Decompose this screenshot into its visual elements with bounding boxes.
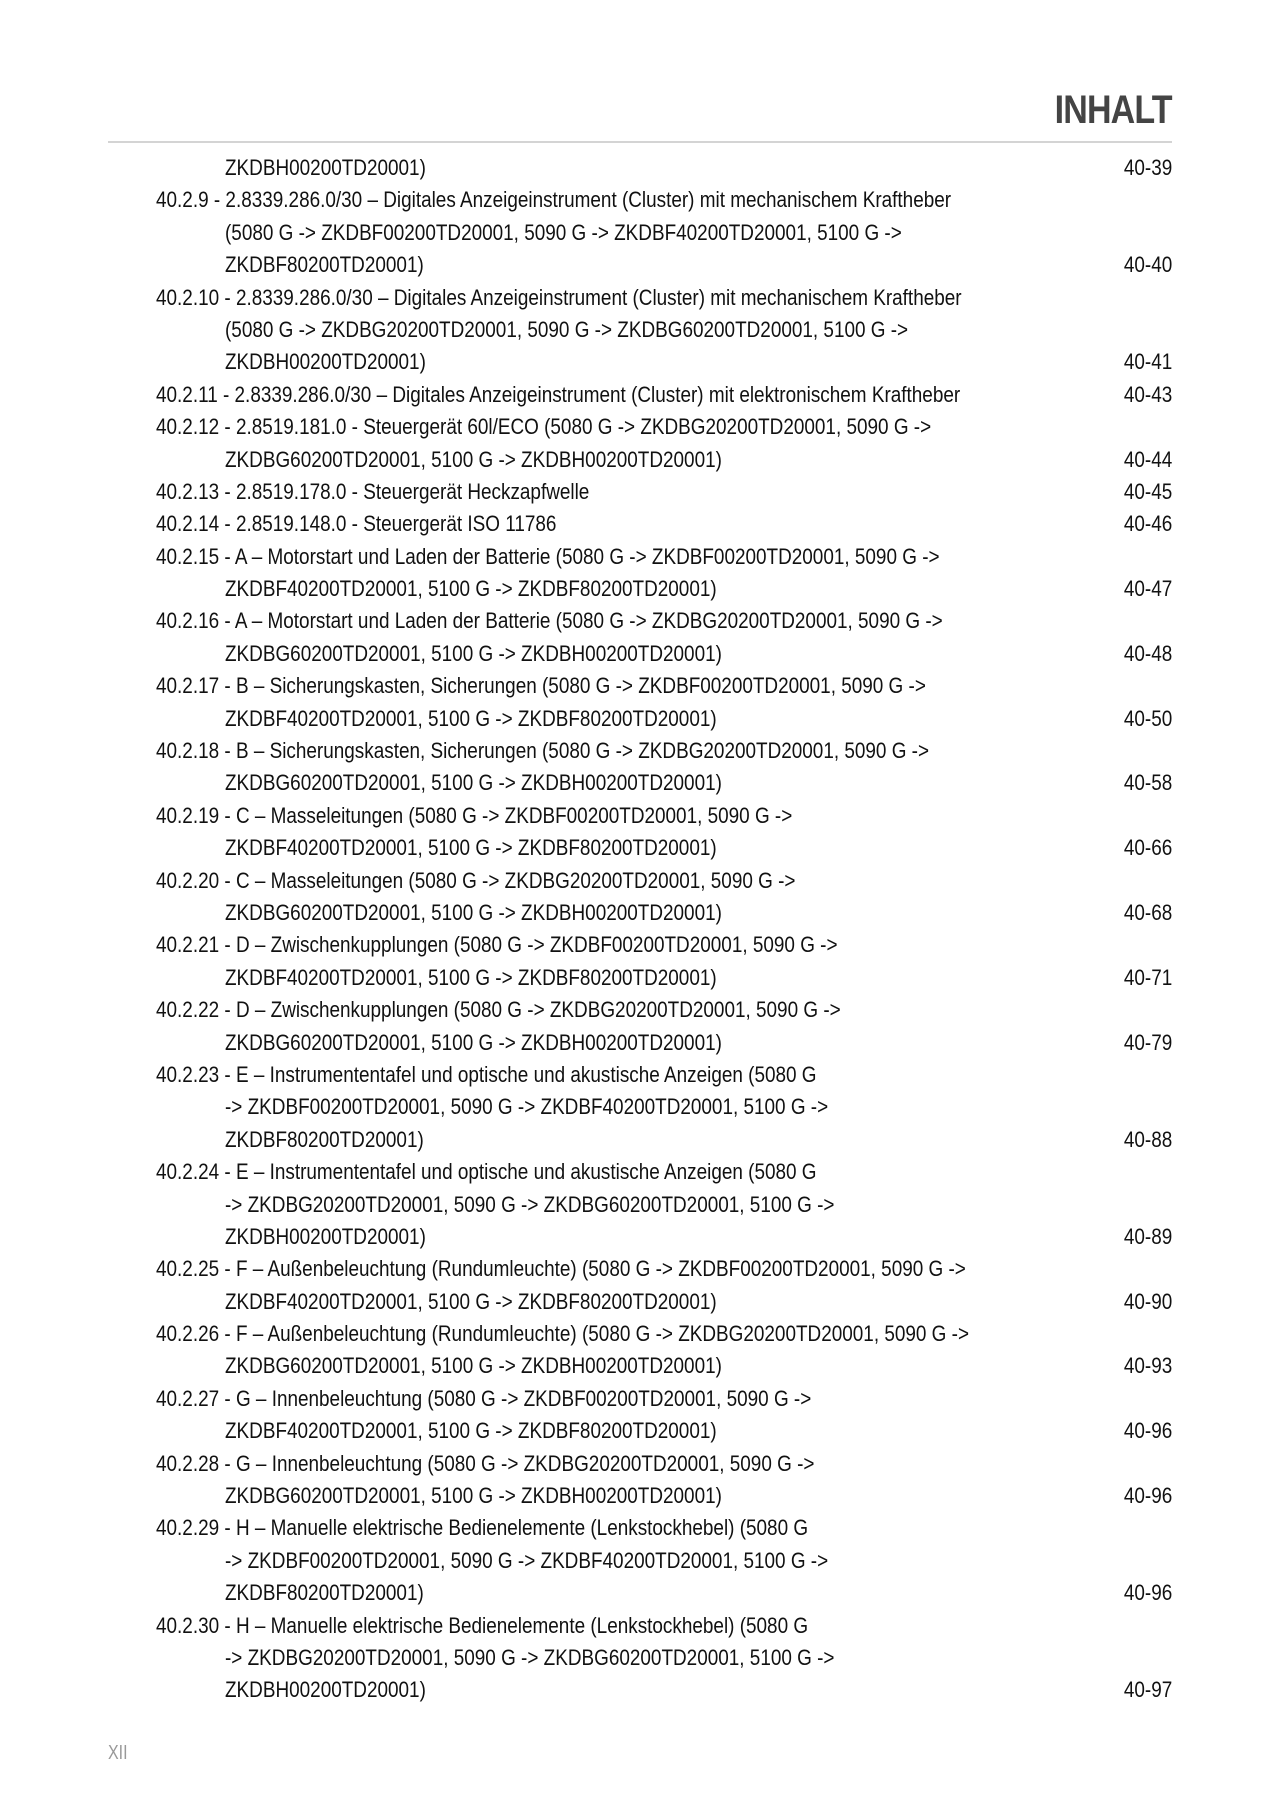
toc-entry-text: -> ZKDBG20200TD20001, 5090 G -> ZKDBG60200TD20001, 5100 G -> [225,1644,835,1670]
toc-entry-line [156,1318,1172,1350]
toc-entry-page: 40-58 [1123,770,1172,796]
toc-entry-text: ZKDBH00200TD20001) [225,349,426,375]
toc-entry-page: 40-93 [1123,1353,1172,1379]
toc-entry-page: 40-89 [1123,1223,1172,1249]
toc-entry-text: 40.2.21 - D – Zwischenkupplungen (5080 G -> ZKDBF00200TD20001, 5090 G -> [156,932,838,958]
toc-entry[interactable] [156,1448,1172,1513]
toc-entry-line [156,1156,1172,1188]
toc-entry-page: 40-96 [1123,1418,1172,1444]
toc-entry-text: 40.2.22 - D – Zwischenkupplungen (5080 G -> ZKDBG20200TD20001, 5090 G -> [156,997,841,1023]
toc-entry[interactable] [156,735,1172,800]
toc-entry-text: ZKDBG60200TD20001, 5100 G -> ZKDBH00200TD20001) [225,1029,722,1055]
toc-entry-page: 40-97 [1123,1677,1172,1703]
toc-entry-text: (5080 G -> ZKDBF00200TD20001, 5090 G -> ZKDBF40200TD20001, 5100 G -> [225,219,902,245]
toc-entry-text: ZKDBF40200TD20001, 5100 G -> ZKDBF80200TD20001) [225,1288,717,1314]
toc-entry[interactable] [156,152,1172,184]
toc-entry-text: 40.2.20 - C – Masseleitungen (5080 G -> ZKDBG20200TD20001, 5090 G -> [156,867,796,893]
toc-entry-page: 40-68 [1123,899,1172,925]
toc-entry-line [156,865,1172,897]
toc-entry-line [156,929,1172,961]
toc-entry[interactable] [156,1156,1172,1253]
toc-entry-page: 40-48 [1123,640,1172,666]
toc-entry-text: 40.2.12 - 2.8519.181.0 - Steuergerät 60l/ECO (5080 G -> ZKDBG20200TD20001, 5090 G -> [156,414,932,440]
toc-entry-line [156,832,1172,864]
toc-entry-text: 40.2.26 - F – Außenbeleuchtung (Rundumleuchte) (5080 G -> ZKDBG20200TD20001, 5090 G -> [156,1321,970,1347]
toc-entry-text: -> ZKDBF00200TD20001, 5090 G -> ZKDBF40200TD20001, 5100 G -> [225,1094,829,1120]
toc-entry[interactable] [156,1512,1172,1609]
toc-entry-text: ZKDBG60200TD20001, 5100 G -> ZKDBH00200TD20001) [225,899,722,925]
toc-entry-page: 40-46 [1123,511,1172,537]
toc-entry-page: 40-50 [1123,705,1172,731]
toc-entry-text: ZKDBF40200TD20001, 5100 G -> ZKDBF80200TD20001) [225,964,717,990]
toc-entry-text: ZKDBF40200TD20001, 5100 G -> ZKDBF80200TD20001) [225,705,717,731]
toc-entry-line [156,1286,1172,1318]
toc-entry-line [156,735,1172,767]
toc-entry-text: -> ZKDBF00200TD20001, 5090 G -> ZKDBF40200TD20001, 5100 G -> [225,1547,829,1573]
toc-entry-line [156,605,1172,637]
page-number: XII [108,1742,128,1764]
toc-entry-text: (5080 G -> ZKDBG20200TD20001, 5090 G -> ZKDBG60200TD20001, 5100 G -> [225,316,909,342]
header-divider [108,141,1172,143]
toc-entry-line [156,1610,1172,1642]
toc-entry[interactable] [156,476,1172,508]
toc-entry-line [156,1221,1172,1253]
toc-entry-line [156,1577,1172,1609]
toc-entry-page: 40-96 [1123,1580,1172,1606]
toc-entry-line [156,346,1172,378]
toc-entry-text: 40.2.16 - A – Motorstart und Laden der Batterie (5080 G -> ZKDBG20200TD20001, 5090 G -> [156,608,943,634]
toc-entry-line [156,152,1172,184]
toc-entry-page: 40-96 [1123,1483,1172,1509]
toc-entry[interactable] [156,379,1172,411]
toc-entry-text: 40.2.19 - C – Masseleitungen (5080 G -> ZKDBF00200TD20001, 5090 G -> [156,802,793,828]
toc-entry-line [156,1059,1172,1091]
toc-entry-page: 40-66 [1123,835,1172,861]
toc-entry-text: ZKDBG60200TD20001, 5100 G -> ZKDBH00200TD20001) [225,446,722,472]
toc-entry[interactable] [156,670,1172,735]
toc-entry-line [156,962,1172,994]
toc-entry-page: 40-39 [1123,155,1172,180]
toc-entry-page: 40-90 [1123,1288,1172,1314]
toc-entry-text: 40.2.29 - H – Manuelle elektrische Bedienelemente (Lenkstockhebel) (5080 G [156,1515,809,1541]
toc-entry-line [156,411,1172,443]
toc-entry-page: 40-71 [1123,964,1172,990]
toc-entry[interactable] [156,605,1172,670]
toc-entry-line [156,1642,1172,1674]
toc-entry-text: ZKDBF80200TD20001) [225,1580,424,1606]
toc-entry-line [156,217,1172,249]
toc-entry-text: 40.2.24 - E – Instrumententafel und optische und akustische Anzeigen (5080 G [156,1159,817,1185]
toc-entry-text: ZKDBF40200TD20001, 5100 G -> ZKDBF80200TD20001) [225,1418,717,1444]
toc-entry-line [156,379,1172,411]
toc-entry-text: 40.2.17 - B – Sicherungskasten, Sicherungen (5080 G -> ZKDBF00200TD20001, 5090 G -> [156,673,926,699]
toc-entry-line [156,670,1172,702]
toc-entry[interactable] [156,1318,1172,1383]
toc-entry-line [156,994,1172,1026]
toc-entry-page: 40-43 [1123,381,1172,407]
toc-entry-line [156,184,1172,216]
toc-entry-page: 40-45 [1123,478,1172,504]
toc-entry-line [156,249,1172,281]
toc-entry-text: ZKDBF80200TD20001) [225,1126,424,1152]
toc-entry[interactable] [156,508,1172,540]
toc-entry-text: ZKDBG60200TD20001, 5100 G -> ZKDBH00200TD20001) [225,770,722,796]
toc-entry-line [156,1383,1172,1415]
toc-entry-text: ZKDBF40200TD20001, 5100 G -> ZKDBF80200TD20001) [225,835,717,861]
toc-entry-line [156,476,1172,508]
toc-entry-line [156,1027,1172,1059]
toc-entry-text: -> ZKDBG20200TD20001, 5090 G -> ZKDBG60200TD20001, 5100 G -> [225,1191,835,1217]
toc-entry-text: 40.2.9 - 2.8339.286.0/30 – Digitales Anzeigeinstrument (Cluster) mit mechanischem Kraftheber [156,187,952,213]
toc-entry-text: 40.2.14 - 2.8519.148.0 - Steuergerät ISO 11786 [156,511,557,537]
toc-entry-page: 40-40 [1123,252,1172,278]
toc-entry-line [156,508,1172,540]
toc-entry-line [156,282,1172,314]
toc-entry-text: 40.2.25 - F – Außenbeleuchtung (Rundumleuchte) (5080 G -> ZKDBF00200TD20001, 5090 G -> [156,1256,966,1282]
toc-entry[interactable] [156,1059,1172,1156]
toc-entry-line [156,1512,1172,1544]
toc-entry[interactable] [156,865,1172,930]
toc-entry-text: ZKDBF80200TD20001) [225,252,424,278]
toc-entry-text: 40.2.15 - A – Motorstart und Laden der Batterie (5080 G -> ZKDBF00200TD20001, 5090 G -> [156,543,940,569]
toc-entry[interactable] [156,994,1172,1059]
toc-entry-page: 40-88 [1123,1126,1172,1152]
toc-entry-text: ZKDBH00200TD20001) [225,155,426,180]
toc-entry-line [156,314,1172,346]
toc-entry-line [156,703,1172,735]
toc-entry-page: 40-47 [1123,576,1172,602]
toc-entry[interactable] [156,929,1172,994]
toc-entry-text: ZKDBH00200TD20001) [225,1677,426,1703]
toc-entry-line [156,1253,1172,1285]
toc-entry-page: 40-79 [1123,1029,1172,1055]
toc-entry-line [156,573,1172,605]
toc-entry-text: ZKDBF40200TD20001, 5100 G -> ZKDBF80200TD20001) [225,576,717,602]
toc-entry-text: ZKDBH00200TD20001) [225,1223,426,1249]
toc-entry-line [156,1545,1172,1577]
toc-entry-line [156,1674,1172,1706]
toc-entry-text: 40.2.30 - H – Manuelle elektrische Bedienelemente (Lenkstockhebel) (5080 G [156,1612,809,1638]
toc-entry-line [156,1124,1172,1156]
toc-entry-line [156,541,1172,573]
toc-entry-line [156,1480,1172,1512]
toc-entry-text: 40.2.18 - B – Sicherungskasten, Sicherungen (5080 G -> ZKDBG20200TD20001, 5090 G -> [156,738,930,764]
toc-entry-text: 40.2.13 - 2.8519.178.0 - Steuergerät Heckzapfwelle [156,478,590,504]
toc-entry[interactable] [156,800,1172,865]
toc-entry[interactable] [156,1383,1172,1448]
page-heading: INHALT [1054,88,1172,132]
toc-entry-line [156,1415,1172,1447]
toc-entry-text: 40.2.27 - G – Innenbeleuchtung (5080 G -> ZKDBF00200TD20001, 5090 G -> [156,1385,812,1411]
toc-entry[interactable] [156,541,1172,606]
toc-entry-text: 40.2.23 - E – Instrumententafel und optische und akustische Anzeigen (5080 G [156,1061,817,1087]
toc-entry-line [156,800,1172,832]
toc-entry-text: ZKDBG60200TD20001, 5100 G -> ZKDBH00200TD20001) [225,640,722,666]
toc-entry[interactable] [156,1253,1172,1318]
toc-entry-text: 40.2.11 - 2.8339.286.0/30 – Digitales Anzeigeinstrument (Cluster) mit elektronischem Kraftheber [156,381,961,407]
toc-entry[interactable] [156,282,1172,379]
toc-entry-line [156,1350,1172,1382]
toc-entry[interactable] [156,1610,1172,1707]
toc-entry-text: 40.2.10 - 2.8339.286.0/30 – Digitales Anzeigeinstrument (Cluster) mit mechanischem Kraftheber [156,284,962,310]
toc-entry-page: 40-44 [1123,446,1172,472]
toc-entry-page: 40-41 [1123,349,1172,375]
toc-entry-line [156,1091,1172,1123]
toc-entry[interactable] [156,184,1172,281]
toc-entry-line [156,897,1172,929]
toc-entry[interactable] [156,411,1172,476]
toc-entry-line [156,767,1172,799]
toc-entry-line [156,444,1172,476]
toc-entry-line [156,1189,1172,1221]
toc-entry-text: ZKDBG60200TD20001, 5100 G -> ZKDBH00200TD20001) [225,1483,722,1509]
toc-entry-line [156,1448,1172,1480]
table-of-contents [156,152,1172,1707]
toc-entry-text: ZKDBG60200TD20001, 5100 G -> ZKDBH00200TD20001) [225,1353,722,1379]
toc-entry-text: 40.2.28 - G – Innenbeleuchtung (5080 G -> ZKDBG20200TD20001, 5090 G -> [156,1450,815,1476]
toc-entry-line [156,638,1172,670]
